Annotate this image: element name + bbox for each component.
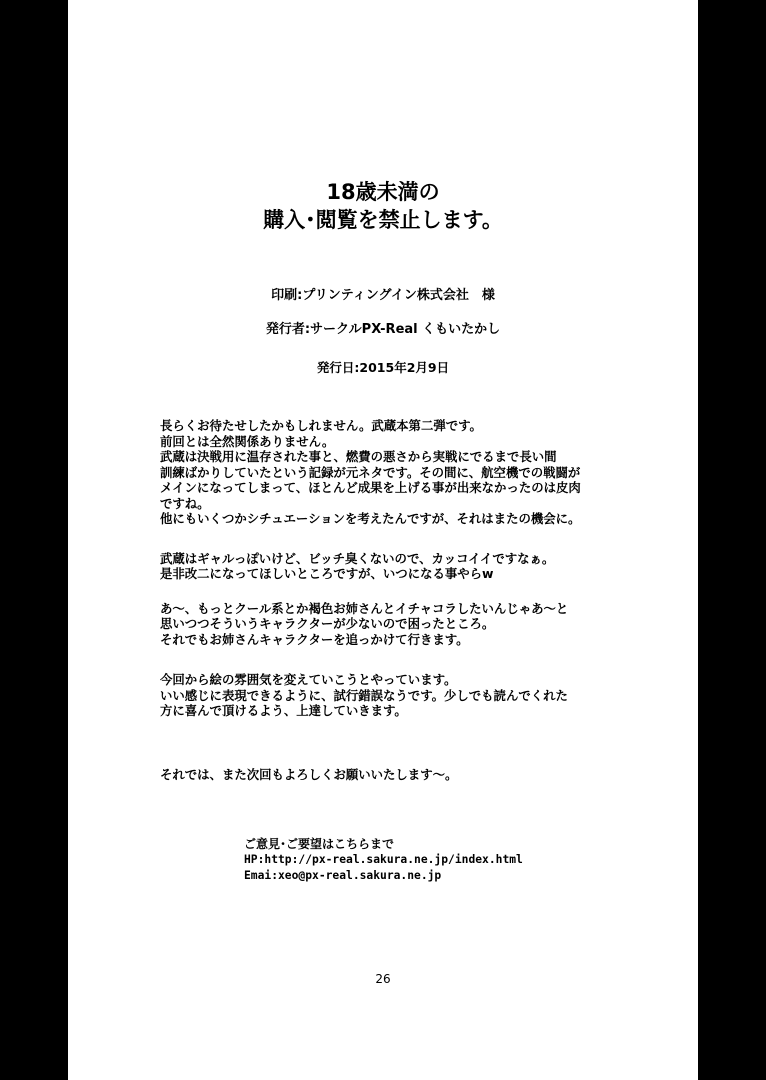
age-warning-line2: 購入･閲覧を禁止します。 (263, 208, 503, 232)
contact-info (244, 836, 664, 884)
page (68, 0, 698, 1080)
page-number: 26 (375, 972, 391, 986)
afterword-line: それでもお姉さんキャラクターを追っかけて行きます。 (160, 631, 469, 647)
afterword-line: 是非改二になってほしいところですが、いつになる事やらw (160, 566, 494, 581)
afterword-line: 前回とは全然関係ありません。 (160, 433, 335, 449)
contact-heading: ご意見･ご要望はこちらまで (244, 837, 395, 851)
publish-date: 発行日:2015年2月9日 (316, 360, 450, 375)
afterword-line: 方に喜んで頂けるよう、上達していきます。 (160, 703, 407, 718)
printer-credit: 印刷:プリンティングイン株式会社 様 (271, 288, 495, 303)
afterword-line: 武蔵は決戦用に温存された事と、燃費の悪さから実戦にでるまで長い間 (160, 449, 557, 464)
afterword-line: ですね。 (160, 495, 210, 511)
afterword-line: 思いつつそういうキャラクターが少ないので困ったところ。 (160, 616, 495, 631)
afterword-line: 他にもいくつかシチュエーションを考えたんですが、それはまたの機会に。 (160, 511, 581, 526)
afterword-line: 訓練ばかりしていたという記録が元ネタです。その間に、航空機での戦闘が (160, 464, 581, 480)
publisher-credit: 発行者:サークルPX-Real くもいたかし (265, 322, 501, 337)
afterword-line: メインになってしまって、ほとんど成果を上げる事が出来なかったのは皮肉 (160, 480, 581, 495)
afterword-line: 長らくお待たせしたかもしれません。武蔵本第二弾です。 (160, 418, 482, 433)
afterword-paragraph-3 (160, 601, 660, 648)
afterword-paragraph-1 (160, 418, 660, 527)
afterword-line: それでは、また次回もよろしくお願いいたします～。 (160, 766, 458, 782)
age-warning (68, 178, 698, 234)
afterword-line: あ～、もっとクール系とか褐色お姉さんとイチャコラしたいんじゃあ～と (160, 600, 569, 616)
afterword-line: 武蔵はギャルっぽいけど、ビッチ臭くないので、カッコイイですなぁ。 (160, 550, 555, 566)
afterword-line: 今回から絵の雰囲気を変えていこうとやっています。 (160, 672, 457, 687)
email-link[interactable]: Emai:xeo@px-real.sakura.ne.jp (244, 869, 442, 882)
afterword-paragraph-4 (160, 672, 660, 719)
afterword-paragraph-2 (160, 551, 660, 582)
afterword (160, 418, 660, 782)
afterword-paragraph-5 (160, 767, 660, 783)
afterword-line: いい感じに表現できるように、試行錯誤なうです。少しでも読んでくれた (160, 687, 568, 703)
age-warning-line1: 18歳未満の (326, 180, 440, 204)
homepage-link[interactable]: HP:http://px-real.sakura.ne.jp/index.html (244, 853, 523, 866)
